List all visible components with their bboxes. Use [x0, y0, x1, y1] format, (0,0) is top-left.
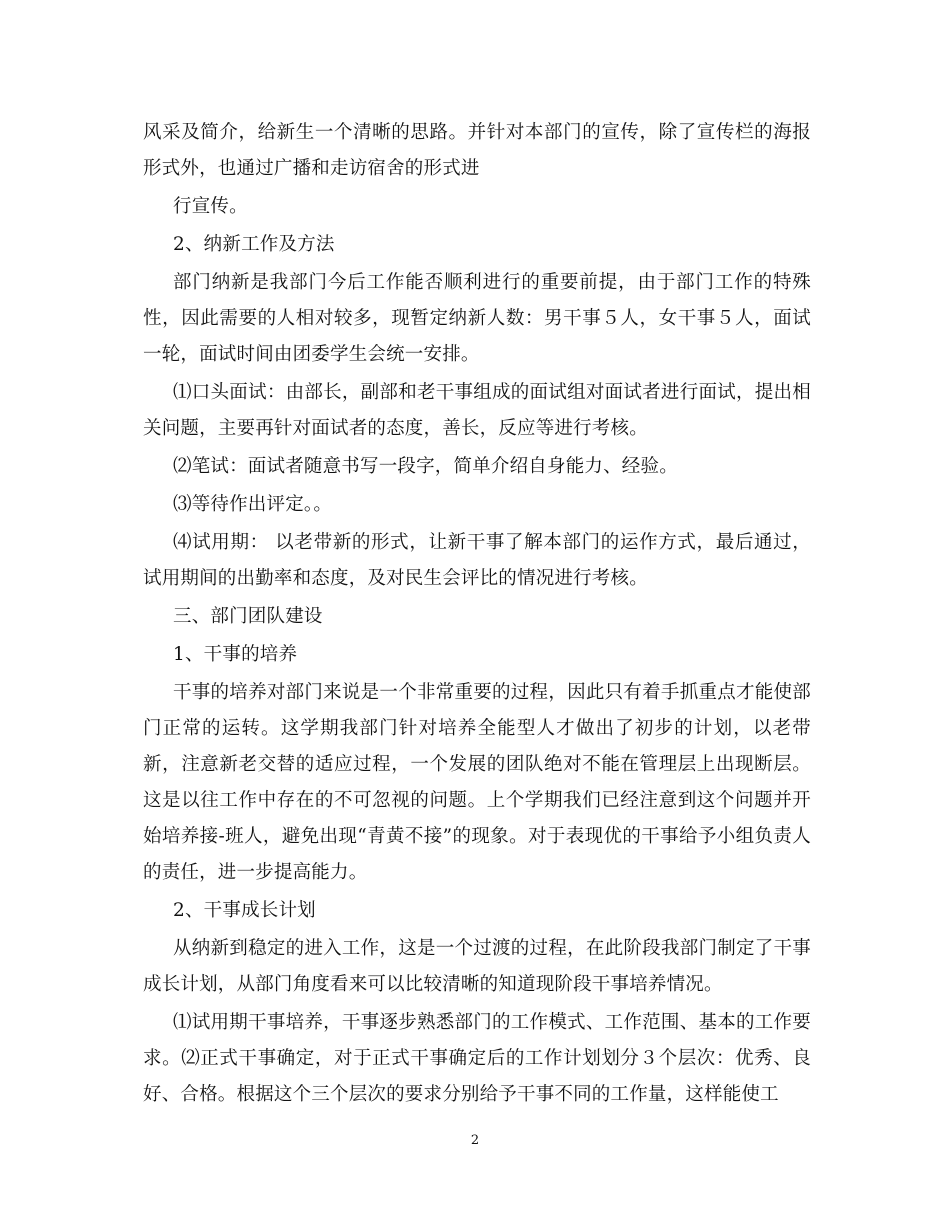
- subsection-heading: 1、干事的培养: [173, 644, 298, 665]
- section-heading: 三、部门团队建设: [173, 606, 323, 627]
- list-item: ⑴口头面试：由部长，副部和老干事组成的面试组对面试者进行面试，提出相关问题，主要再针对面试者的态度，善长，反应等进行考核。: [143, 382, 811, 439]
- paragraph: 干事的培养对部门来说是一个非常重要的过程，因此只有着手抓重点才能使部门正常的运转。这学期我部门针对培养全能型人才做出了初步的计划，以老带新，注意新老交替的适应过程，一个发展的团队绝对不能在管理层上出现断层。这是以往工作中存在的不可忽视的问题。上个学期我们已经注意到这个问题并开始培养接-班人，避免出现“青黄不接”的现象。对于表现优的干事给予小组负责人的责任，进一步提高能力。: [143, 682, 811, 883]
- list-item: ⑶等待作出评定。。: [173, 494, 333, 515]
- list-item: ⑷试用期： 以老带新的形式，让新干事了解本部门的运作方式，最后通过，试用期间的出勤率和态度，及对民生会评比的情况进行考核。: [143, 532, 811, 589]
- paragraph: 风采及简介，给新生一个清晰的思路。并针对本部门的宣传，除了宣传栏的海报形式外，也通过广播和走访宿舍的形式进: [143, 122, 811, 179]
- paragraph: 部门纳新是我部门今后工作能否顺利进行的重要前提，由于部门工作的特殊性，因此需要的人相对较多，现暂定纳新人数：男干事５人，女干事５人，面试一轮，面试时间由团委学生会统一安排。: [143, 272, 811, 365]
- paragraph: ⑴试用期干事培养，干事逐步熟悉部门的工作模式、工作范围、基本的工作要求。⑵正式干事确定，对于正式干事确定后的工作计划划分３个层次：优秀、良好、合格。根据这个三个层次的要求分别给予干事不同的工作量，这样能使工: [143, 1012, 811, 1105]
- paragraph: 行宣传。: [173, 196, 248, 217]
- list-item: ⑵笔试：面试者随意书写一段字，简单介绍自身能力、经验。: [173, 456, 678, 477]
- page-number: 2: [470, 1133, 480, 1148]
- subsection-heading: 2、干事成长计划: [173, 900, 316, 921]
- paragraph: 从纳新到稳定的进入工作，这是一个过渡的过程，在此阶段我部门制定了干事成长计划，从部门角度看来可以比较清晰的知道现阶段干事培养情况。: [143, 938, 811, 995]
- document-body: [143, 115, 811, 1113]
- section-heading: 2、纳新工作及方法: [173, 234, 335, 255]
